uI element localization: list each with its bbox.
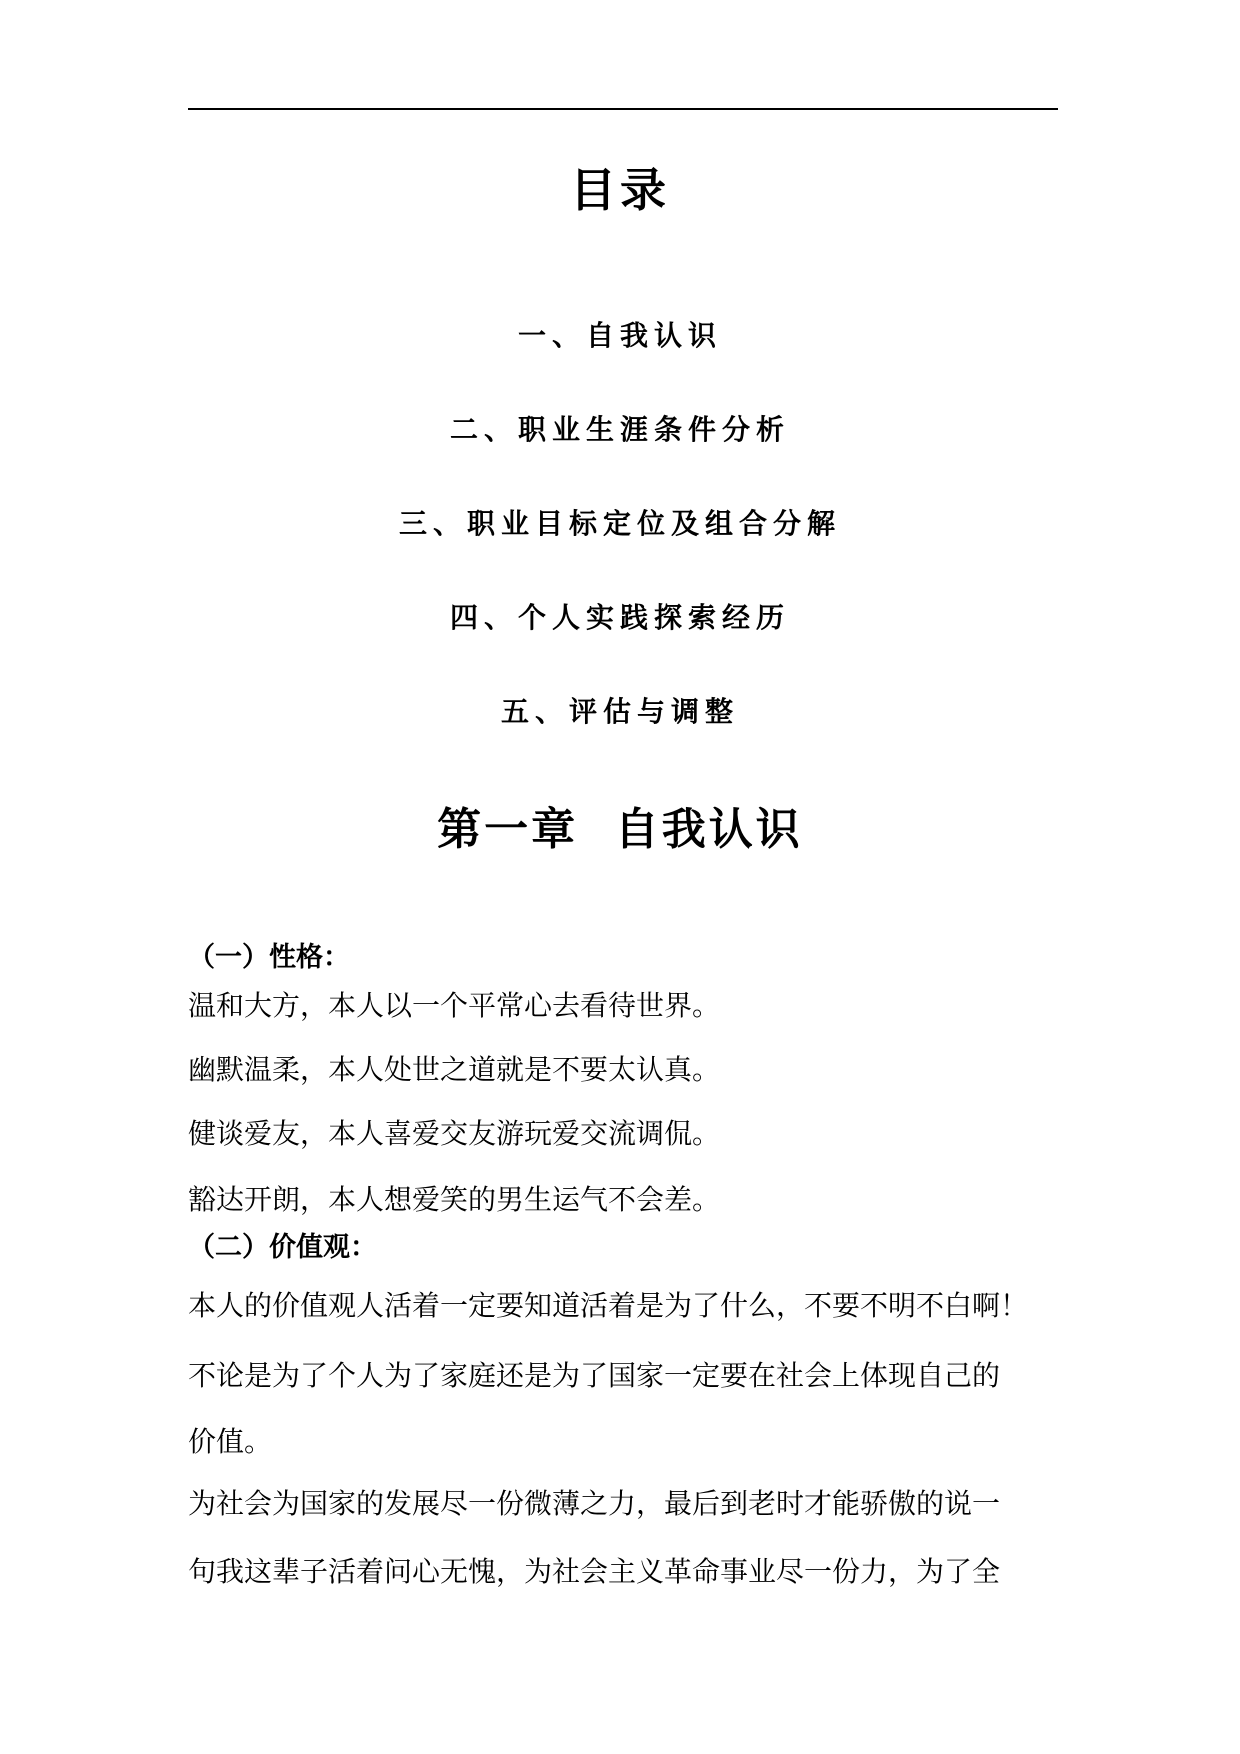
toc-list [0, 316, 1240, 786]
toc-item-2[interactable]: 二、职业生涯条件分析 [449, 413, 790, 446]
personality-line-4: 豁达开朗，本人想爱笑的男生运气不会差。 [188, 1183, 721, 1216]
chapter-title: 第一章 自我认识 [437, 804, 803, 855]
values-line-3: 价值。 [188, 1425, 273, 1458]
values-line-5: 句我这辈子活着问心无愧，为社会主义革命事业尽一份力，为了全 [188, 1555, 1001, 1588]
values-line-2: 不论是为了个人为了家庭还是为了国家一定要在社会上体现自己的 [188, 1359, 1001, 1392]
personality-heading: （一）性格： [188, 942, 350, 973]
toc-item-5[interactable]: 五、评估与调整 [500, 695, 739, 728]
toc-item-1[interactable]: 一、自我认识 [517, 319, 722, 352]
values-heading: （二）价值观： [188, 1232, 377, 1263]
values-line-4: 为社会为国家的发展尽一份微薄之力，最后到老时才能骄傲的说一 [188, 1487, 1001, 1520]
toc-item-3[interactable]: 三、职业目标定位及组合分解 [398, 507, 841, 540]
toc-title: 目录 [570, 163, 670, 217]
personality-line-1: 温和大方，本人以一个平常心去看待世界。 [188, 989, 721, 1022]
header-rule [188, 108, 1058, 110]
values-line-1: 本人的价值观人活着一定要知道活着是为了什么，不要不明不白啊！ [188, 1289, 1029, 1322]
personality-line-3: 健谈爱友，本人喜爱交友游玩爱交流调侃。 [188, 1117, 721, 1150]
personality-line-2: 幽默温柔，本人处世之道就是不要太认真。 [188, 1053, 721, 1086]
toc-item-4[interactable]: 四、个人实践探索经历 [449, 601, 790, 634]
